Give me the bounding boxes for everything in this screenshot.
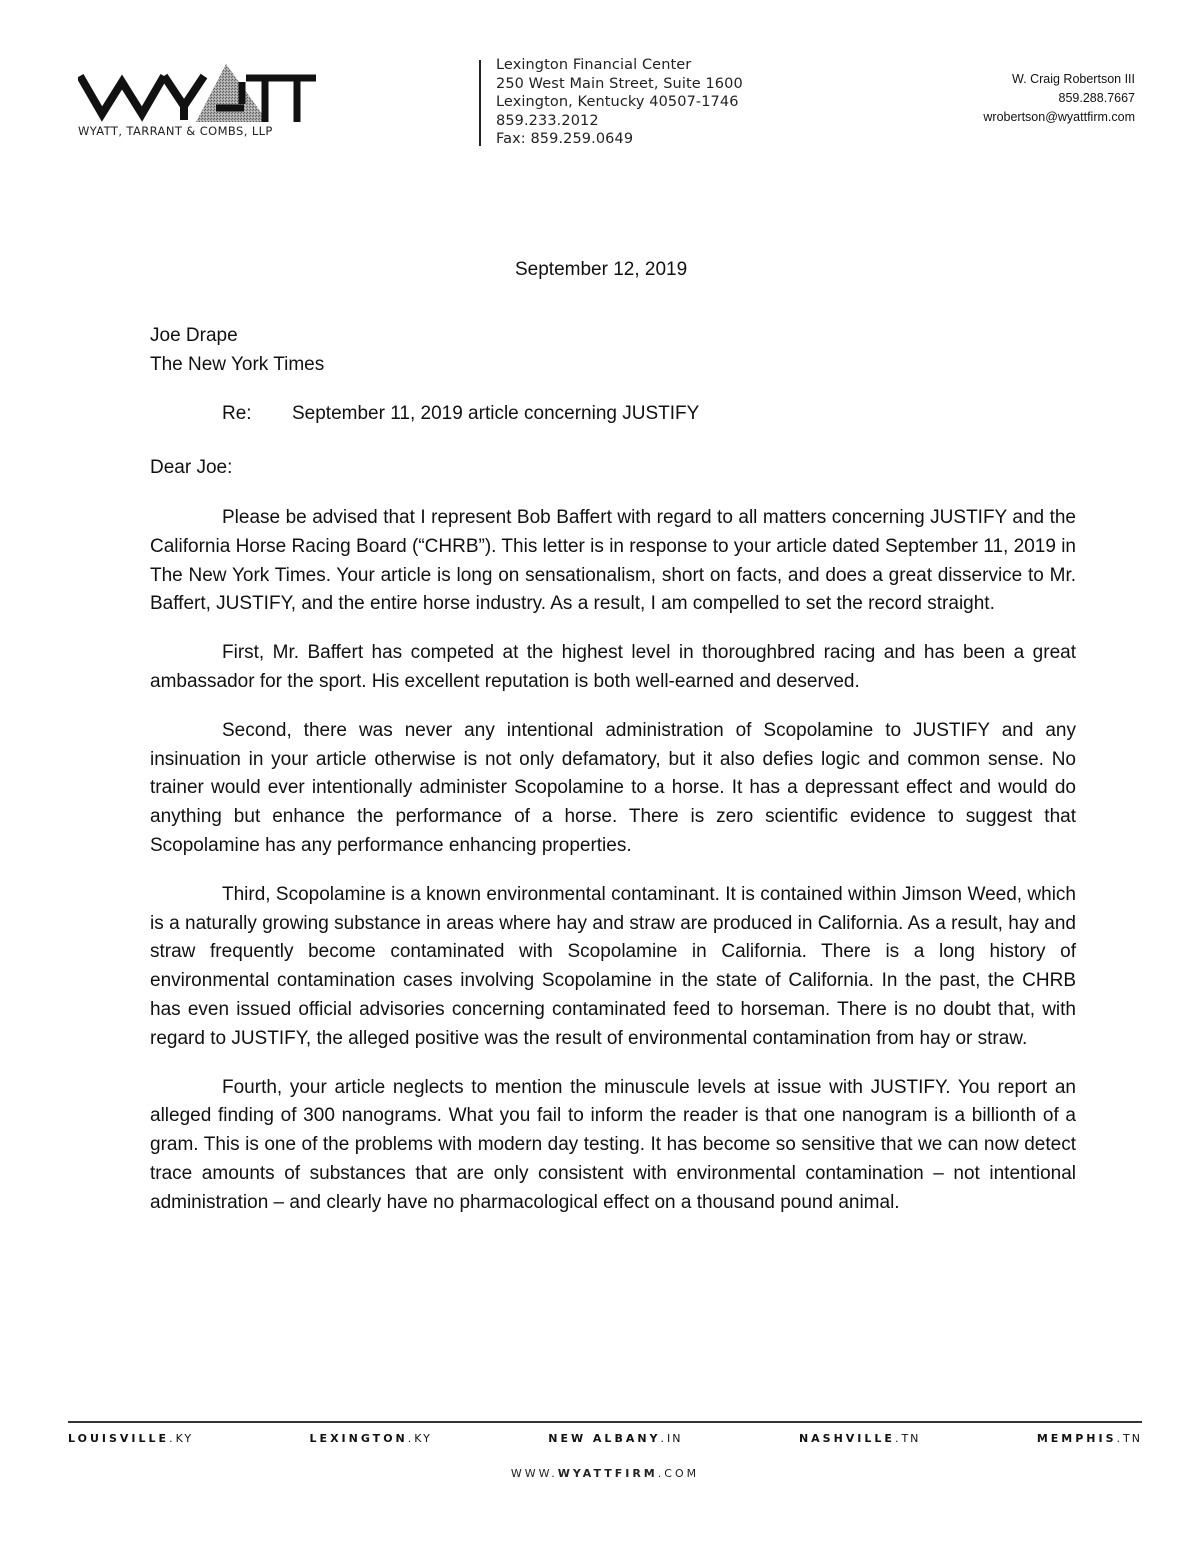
subject-label: Re: <box>222 403 252 424</box>
subject-line <box>222 400 699 429</box>
office-memphis: MEMPHIS.TN <box>1036 1432 1142 1445</box>
address-line: Lexington Financial Center <box>496 57 692 73</box>
office-locations <box>68 1432 1142 1445</box>
recipient-block <box>150 322 324 380</box>
wyatt-logo-mark <box>78 62 318 124</box>
office-nashville: NASHVILLE.TN <box>798 1432 921 1445</box>
subject-text: September 11, 2019 article concerning JUSTIFY <box>292 403 700 424</box>
letter-paragraphs <box>150 504 1076 1218</box>
address-divider <box>479 60 481 146</box>
address-line: 250 West Main Street, Suite 1600 <box>496 75 743 92</box>
firm-fax: Fax: 859.259.0649 <box>496 131 634 147</box>
logo-letter-y <box>164 76 204 106</box>
letter-date: September 12, 2019 <box>515 259 688 280</box>
paragraph-third: Third, Scopolamine is a known environmental contaminant. It is contained within Jimson Weed, which is a naturally growing substance in areas where hay and straw are produced in California. As a result, hay and straw frequently become contaminated with Scopolamine in California. There is a long history of environmental contamination cases involving Scopolamine in the state of California. In the past, the CHRB has even issued official advisories concerning contaminated feed to horseman. There is no doubt that, with regard to JUSTIFY, the alleged positive was the result of environmental contamination from hay or straw. <box>150 883 1076 1049</box>
attorney-email[interactable]: wrobertson@wyattfirm.com <box>983 110 1135 124</box>
logo-triangle <box>196 64 268 122</box>
recipient-organization: The New York Times <box>150 353 325 375</box>
paragraph-first: First, Mr. Baffert has competed at the highest level in thoroughbred racing and has been a great ambassador for the sport. His excellent reputation is both well-earned and deserved. <box>150 642 1076 692</box>
address-line: Lexington, Kentucky 40507-1746 <box>496 94 739 110</box>
firm-name: WYATT, TARRANT & COMBS, LLP <box>78 124 273 138</box>
footer-divider <box>68 1421 1142 1423</box>
salutation: Dear Joe: <box>150 457 233 478</box>
office-new-albany: NEW ALBANY.IN <box>548 1432 683 1445</box>
attorney-name: W. Craig Robertson III <box>1012 72 1135 86</box>
paragraph-second: Second, there was never any intentional administration of Scopolamine to JUSTIFY and any insinuation in your article otherwise is not only defamatory, but it also defies logic and common sense. No trainer would ever intentionally administer Scopolamine to a horse. It has a depressant effect and would do anything but enhance the performance of a horse. There is zero scientific evidence to suggest that Scopolamine has any performance enhancing properties. <box>150 719 1076 856</box>
attorney-phone: 859.288.7667 <box>1058 91 1135 105</box>
paragraph-intro: Please be advised that I represent Bob Baffert with regard to all matters concerning JUSTIFY and the California Horse Racing Board (“CHRB”). This letter is in response to your article dated September 11, 2019 in The New York Times. Your article is long on sensationalism, short on facts, and does a great disservice to Mr. Baffert, JUSTIFY, and the entire horse industry. As a result, I am compelled to set the record straight. <box>150 507 1076 615</box>
firm-phone: 859.233.2012 <box>496 112 599 129</box>
office-louisville: LOUISVILLE.KY <box>68 1432 194 1445</box>
logo-letter-w <box>80 76 164 114</box>
paragraph-fourth: Fourth, your article neglects to mention the minuscule levels at issue with JUSTIFY. You report an alleged finding of 300 nanograms. What you fail to inform the reader is that one nanogram is a billionth of a gram. This is one of the problems with modern day testing. It has become so sensitive that we can now detect trace amounts of substances that are only consistent with environmental contamination – not intentional administration – and clearly have no pharmacological effect on a thousand pound animal. <box>150 1076 1076 1213</box>
attorney-contact <box>983 70 1135 127</box>
firm-address <box>496 56 743 149</box>
recipient-name: Joe Drape <box>150 325 238 346</box>
office-lexington: LEXINGTON.KY <box>309 1432 432 1445</box>
firm-website[interactable]: WWW.WYATTFIRM.COM <box>510 1467 700 1480</box>
